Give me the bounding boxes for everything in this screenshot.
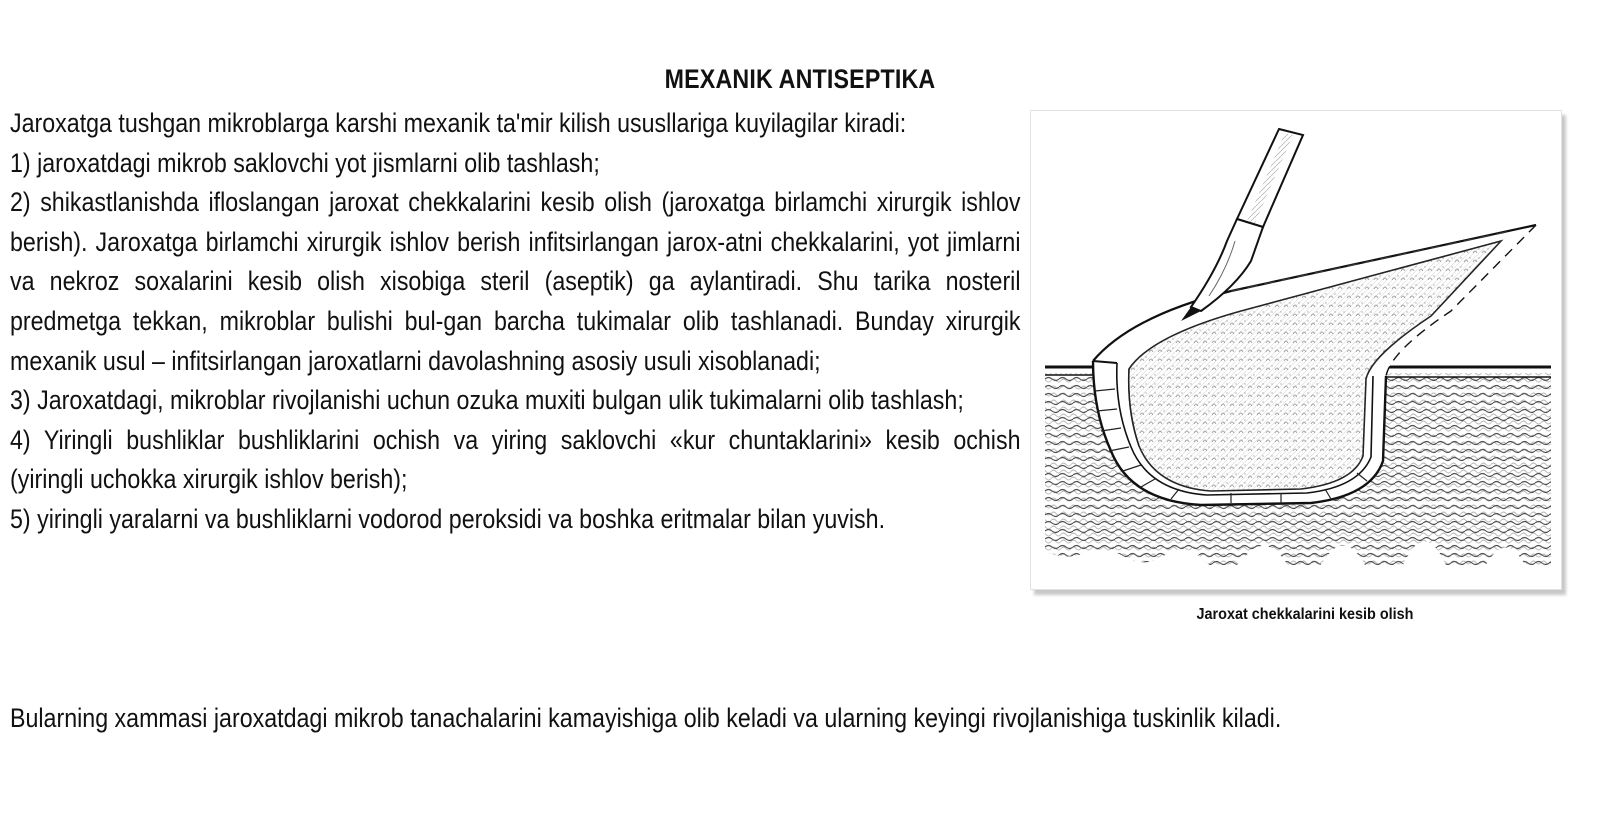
list-item-5: 5) yiringli yaralarni va bushliklarni vodorod peroksidi va boshka eritmalar bilan yuvish.	[10, 503, 886, 534]
body-text	[10, 104, 1020, 540]
intro-paragraph: Jaroxatga tushgan mikroblarga karshi mexanik ta'mir kilish ususllariga kuyilagilar kiradi:	[10, 108, 907, 138]
wound-excision-illustration	[1031, 111, 1561, 589]
figure-frame	[1030, 110, 1562, 590]
figure-caption: Jaroxat chekkalarini kesib olish	[1196, 606, 1414, 623]
list-item-4: 4) Yiringli bushliklar bushliklarini ochish va yiring saklovchi «kur chuntaklarini» kesib ochish (yiringli uchokka xirurgik ishlov berish);	[10, 424, 1021, 495]
list-item-2: 2) shikastlanishda ifloslangan jaroxat chekkalarini kesib olish (jaroxatga birlamchi xirurgik ishlov berish). Jaroxatga birlamchi xirurgik ishlov berish infitsirlangan jarox-atni chekkalarini, yot jimlarni va nekroz soxalarini kesib olish xisobiga steril (aseptik) ga aylantiradi. Shu tarika nosteril predmetga tekkan, mikroblar bulishi bul-gan barcha tukimalar olib tashlanadi. Bunday xirurgik mexanik usul – infitsirlangan jaroxatlarni davolashning asosiy usuli xisoblanadi;	[10, 187, 1021, 376]
list-item-3: 3) Jaroxatdagi, mikroblar rivojlanishi uchun ozuka muxiti bulgan ulik tukimalarni olib tashlash;	[10, 385, 964, 416]
conclusion-text: Bularning xammasi jaroxatdagi mikrob tanachalarini kamayishiga olib keladi va ularning keyingi rivojlanishiga tuskinlik kiladi.	[10, 703, 1282, 733]
list-item-1: 1) jaroxatdagi mikrob saklovchi yot jismlarni olib tashlash;	[10, 147, 600, 178]
slide-title: MEXANIK ANTISEPTIKA	[664, 64, 936, 94]
